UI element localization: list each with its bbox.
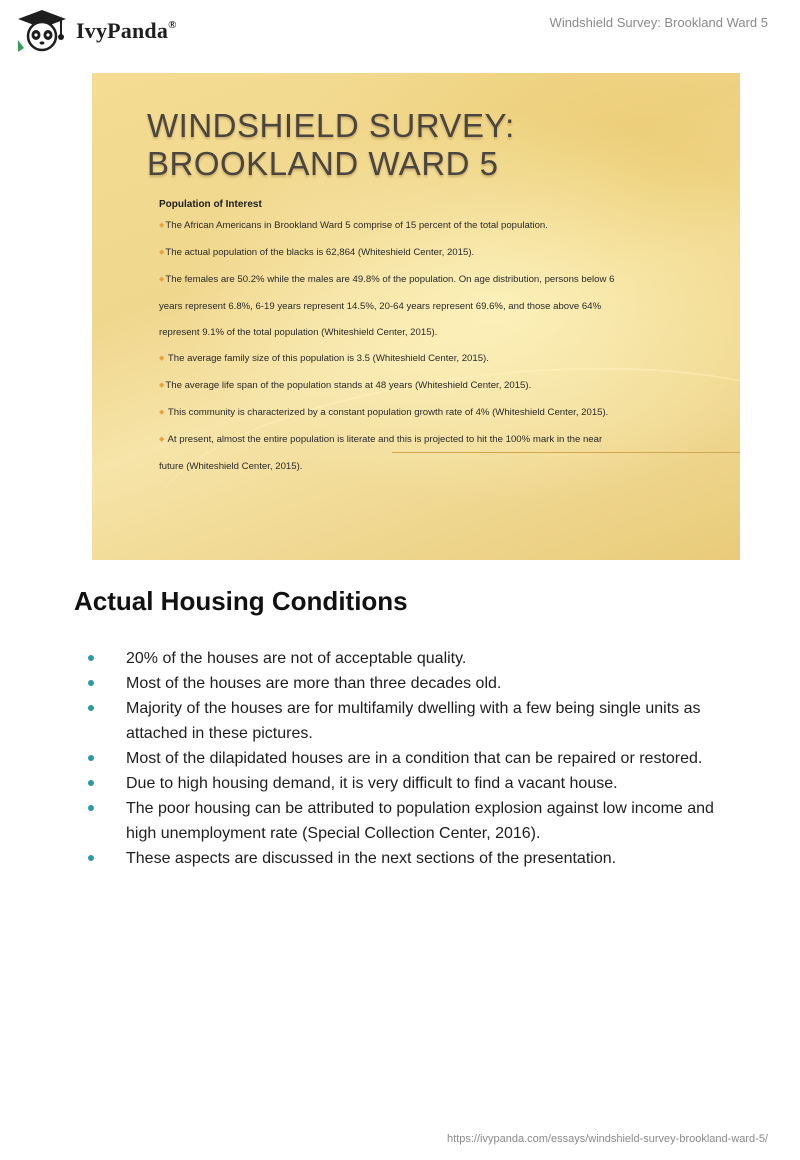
bullet-dot-icon [88,755,94,761]
list-item: Most of the houses are more than three decades old. [86,671,726,696]
footer-url[interactable]: https://ivypanda.com/essays/windshield-survey-brookland-ward-5/ [447,1133,768,1145]
slide-bullet: ◆The females are 50.2% while the males are 49.8% of the population. On age distribution, persons below 6 [159,274,615,285]
slide-bullet: ◆ The average family size of this population is 3.5 (Whiteshield Center, 2015). [159,353,489,364]
diamond-bullet-icon: ◆ [159,222,165,229]
slide-subtitle: Population of Interest [159,199,262,210]
list-item: These aspects are discussed in the next sections of the presentation. [86,846,726,871]
slide-bullet: ◆The African Americans in Brookland Ward 5 comprise of 15 percent of the total population. [159,220,548,231]
slide-bullet-continuation: represent 9.1% of the total population (Whiteshield Center, 2015). [159,327,438,338]
slide-title-line-1: WINDSHIELD SURVEY: [147,107,515,144]
diamond-bullet-icon: ◆ [159,382,165,389]
slide-title-line-2: BROOKLAND WARD 5 [147,145,499,182]
list-item: The poor housing can be attributed to population explosion against low income and high unemployment rate (Special Collection Center, 2016). [86,796,726,846]
slide-image [92,73,740,560]
diamond-bullet-icon: ◆ [159,249,165,256]
section-heading: Actual Housing Conditions [74,586,408,616]
registered-mark: ® [168,18,177,31]
bullet-dot-icon [88,680,94,686]
slide-bullet: ◆The average life span of the population stands at 48 years (Whiteshield Center, 2015). [159,380,532,391]
housing-conditions-list [86,646,726,871]
list-item: 20% of the houses are not of acceptable quality. [86,646,726,671]
slide-bullet-continuation: future (Whiteshield Center, 2015). [159,461,303,472]
bullet-dot-icon [88,805,94,811]
diamond-bullet-icon: ◆ [159,355,165,362]
document-title: Windshield Survey: Brookland Ward 5 [549,15,768,30]
diamond-bullet-icon: ◆ [159,436,165,443]
slide-bullet: ◆The actual population of the blacks is 62,864 (Whiteshield Center, 2015). [159,247,475,258]
slide-bullet-list [159,213,719,480]
diamond-bullet-icon: ◆ [159,409,165,416]
bullet-dot-icon [88,780,94,786]
list-item: Most of the dilapidated houses are in a condition that can be repaired or restored. [86,746,726,771]
ivypanda-logo[interactable] [14,8,177,54]
bullet-dot-icon [88,655,94,661]
slide-bullet: ◆ At present, almost the entire population is literate and this is projected to hit the 100% mark in the near [159,434,603,445]
logo-wordmark: IvyPanda® [76,18,177,43]
list-item: Majority of the houses are for multifamily dwelling with a few being single units as attached in these pictures. [86,696,726,746]
panda-graduation-cap-icon [14,8,70,54]
slide-bullet: ◆ This community is characterized by a constant population growth rate of 4% (Whiteshield Center, 2015). [159,407,609,418]
list-item: Due to high housing demand, it is very difficult to find a vacant house. [86,771,726,796]
slide-title [147,107,515,183]
bullet-dot-icon [88,705,94,711]
slide-bullet-continuation: years represent 6.8%, 6-19 years represent 14.5%, 20-64 years represent 69.6%, and those above 64% [159,301,602,312]
diamond-bullet-icon: ◆ [159,276,165,283]
bullet-dot-icon [88,855,94,861]
